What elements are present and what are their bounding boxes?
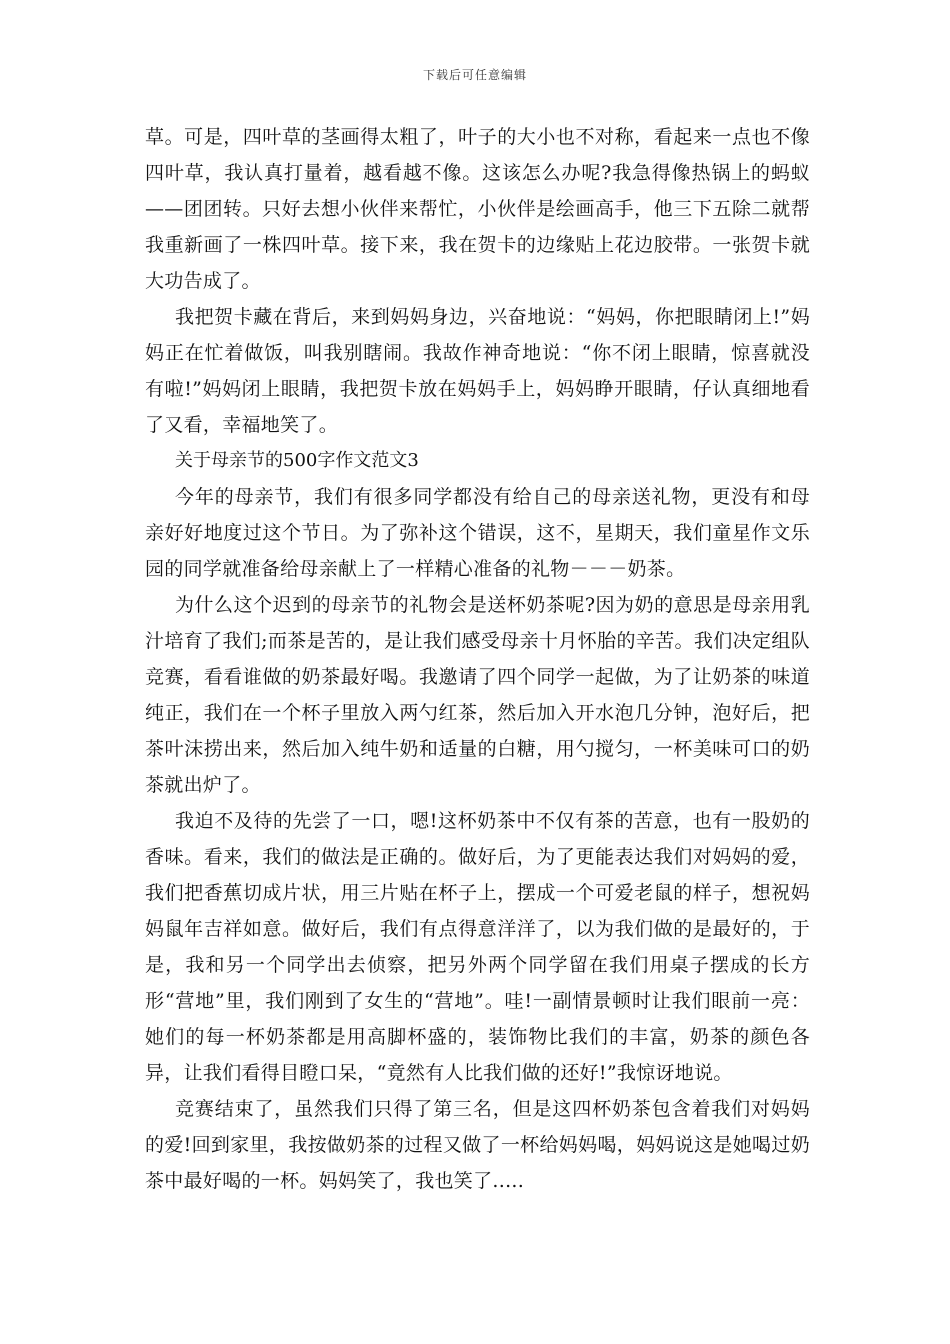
page-header: 下载后可任意编辑	[422, 68, 527, 82]
paragraph-card-making: 草。可是，四叶草的茎画得太粗了，叶子的大小也不对称，看起来一点也不像四叶草，我认真打量着，越看越不像。这该怎么办呢?我急得像热锅上的蚂蚁——团团转。只好去想小伙伴来帮忙，小伙伴是绘画高手，他三下五除二就帮我重新画了一株四叶草。接下来，我在贺卡的边缘贴上花边胶带。一张贺卡就大功告成了。	[145, 126, 810, 292]
paragraph-card-gift: 我把贺卡藏在背后，来到妈妈身边，兴奋地说：“妈妈，你把眼睛闭上!”妈妈正在忙着做饭，叫我别瞎闹。我故作神奇地说：“你不闭上眼睛，惊喜就没有啦!”妈妈闭上眼睛，我把贺卡放在妈妈手上，妈妈睁开眼睛，仔认真细地看了又看，幸福地笑了。	[145, 306, 810, 436]
paragraph-why-milk-tea: 为什么这个迟到的母亲节的礼物会是送杯奶茶呢?因为奶的意思是母亲用乳汁培育了我们;而茶是苦的，是让我们感受母亲十月怀胎的辛苦。我们决定组队竞赛，看看谁做的奶茶最好喝。我邀请了四个同学一起做，为了让奶茶的味道纯正，我们在一个杯子里放入两勺红茶，然后加入开水泡几分钟，泡好后，把茶叶沫捞出来，然后加入纯牛奶和适量的白糖，用勺搅匀，一杯美味可口的奶茶就出炉了。	[145, 594, 810, 796]
essay-title: 关于母亲节的500字作文范文3	[175, 450, 419, 471]
document-body	[145, 119, 810, 1199]
paragraph-conclusion: 竞赛结束了，虽然我们只得了第三名，但是这四杯奶茶包含着我们对妈妈的爱!回到家里，我按做奶茶的过程又做了一杯给妈妈喝，妈妈说这是她喝过奶茶中最好喝的一杯。妈妈笑了，我也笑了.....	[145, 1098, 810, 1192]
paragraph-tasting: 我迫不及待的先尝了一口，嗯!这杯奶茶中不仅有茶的苦意，也有一股奶的香味。看来，我们的做法是正确的。做好后，为了更能表达我们对妈妈的爱，我们把香蕉切成片状，用三片贴在杯子上，摆成一个可爱老鼠的样子，想祝妈妈鼠年吉祥如意。做好后，我们有点得意洋洋了，以为我们做的是最好的，于是，我和另一个同学出去侦察，把另外两个同学留在我们用桌子摆成的长方形“营地”里，我们刚到了女生的“营地”。哇!一副情景顿时让我们眼前一亮：她们的每一杯奶茶都是用高脚杯盛的，装饰物比我们的丰富，奶茶的颜色各异，让我们看得目瞪口呆，“竟然有人比我们做的还好!”我惊讶地说。	[145, 810, 810, 1084]
paragraph-intro: 今年的母亲节，我们有很多同学都没有给自己的母亲送礼物，更没有和母亲好好地度过这个节日。为了弥补这个错误，这不，星期天，我们童星作文乐园的同学就准备给母亲献上了一样精心准备的礼物－－－奶茶。	[145, 486, 810, 580]
